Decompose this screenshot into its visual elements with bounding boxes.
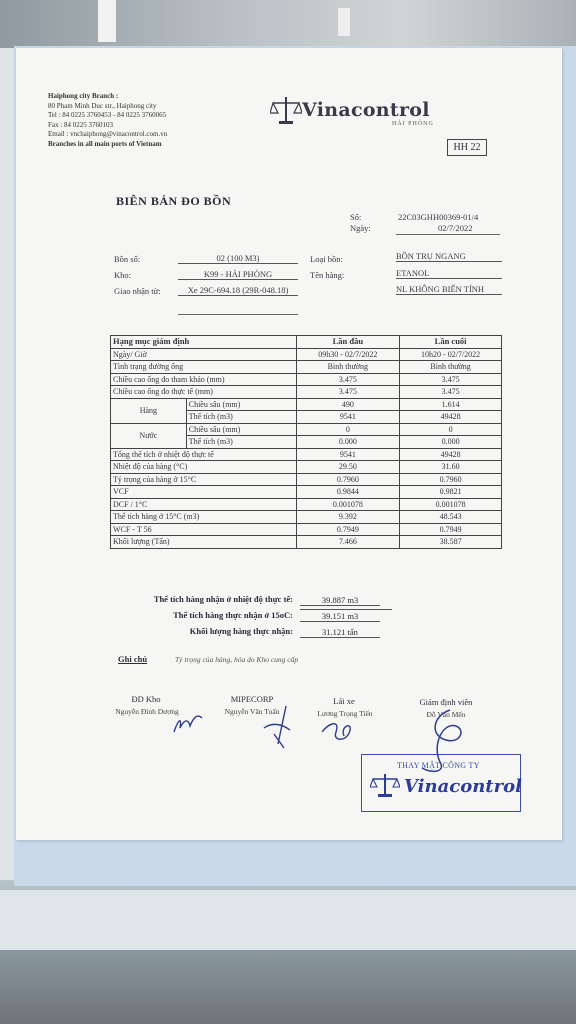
row-last: 49428	[400, 448, 502, 461]
row-first: 9.392	[296, 511, 400, 524]
logo-city: HẢI PHÒNG	[392, 121, 434, 127]
row-last: 38.587	[400, 536, 502, 549]
giao-nhan-value: Xe 29C-694.18 (29R-048.18)	[178, 285, 298, 296]
row-first: 3.475	[296, 373, 400, 386]
branch-address-block	[48, 92, 167, 149]
table-row	[111, 423, 502, 436]
row-first: Bình thường	[296, 361, 400, 374]
ten-hang-value: ETANOL	[396, 268, 502, 279]
loai-bon-value: BỒN TRỤ NGANG	[396, 251, 502, 262]
row-first: 0	[296, 423, 400, 436]
row-label: Chiều cao ống đo tham khảo (mm)	[111, 373, 297, 386]
row-last: 31.60	[400, 461, 502, 474]
signature-mark-icon	[318, 712, 358, 746]
table-row	[111, 461, 502, 474]
giao-nhan-label: Giao nhận từ:	[114, 286, 161, 296]
row-first: 490	[296, 398, 400, 411]
row-first: 0.7949	[296, 523, 400, 536]
row-label: VCF	[111, 486, 297, 499]
signature-mark-icon	[256, 704, 296, 750]
row-label: Tổng thể tích ở nhiệt độ thực tế	[111, 448, 297, 461]
row-last: 0.7960	[400, 473, 502, 486]
logo-text: Vinacontrol	[302, 99, 430, 121]
table-row	[111, 386, 502, 399]
table-row	[111, 373, 502, 386]
summary-underline	[300, 609, 392, 610]
table-row	[111, 398, 502, 411]
row-first: 0.9844	[296, 486, 400, 499]
blank-line	[178, 314, 298, 315]
row-label: DCF / 1°C	[111, 498, 297, 511]
group-nuoc: Nước	[111, 423, 187, 448]
table-row	[111, 348, 502, 361]
row-label: Chiều sâu (mm)	[186, 398, 296, 411]
row-label: Thể tích (m3)	[186, 436, 296, 449]
row-first: 0.001078	[296, 498, 400, 511]
nl-value: NL KHÔNG BIẾN TÍNH	[396, 284, 502, 295]
ngay-value: 02/7/2022	[438, 223, 473, 233]
row-first: 9541	[296, 448, 400, 461]
table-row	[111, 448, 502, 461]
table-row	[111, 498, 502, 511]
summary-value: 39.887 m3	[300, 595, 380, 606]
row-label: Tình trạng đường ống	[111, 361, 297, 374]
branch-fax: Fax : 84 0225 3760103	[48, 120, 113, 129]
so-value: 22C03GHH00369-01/4	[398, 212, 479, 222]
branch-tel: Tel : 84 0225 3760453 - 84 0225 3760065	[48, 111, 167, 119]
kho-label: Kho:	[114, 270, 131, 280]
note-label: Ghi chú	[118, 654, 148, 664]
stamp-logo: Vinacontrol	[404, 776, 522, 797]
row-last: 3.475	[400, 386, 502, 399]
row-first: 3.475	[296, 386, 400, 399]
row-last: Bình thường	[400, 361, 502, 374]
row-label: Ngày/ Giờ	[111, 348, 297, 361]
header-last: Lần cuối	[400, 336, 502, 349]
row-label: Tỷ trọng của hàng ở 15°C	[111, 473, 297, 486]
bon-so-label: Bồn số:	[114, 254, 141, 264]
summary-label: Thể tích hàng nhận ở nhiệt độ thực tế:	[153, 594, 293, 604]
background-strip	[0, 890, 576, 950]
row-first: 0.000	[296, 436, 400, 449]
stamp-scale-logo-icon	[370, 772, 400, 798]
row-label: Chiều cao ống đo thực tế (mm)	[111, 386, 297, 399]
row-label: Nhiệt độ của hàng (°C)	[111, 461, 297, 474]
form-code: HH 22	[447, 139, 487, 156]
note-text: Tỷ trọng của hàng, hóa do Kho cung cấp	[175, 655, 299, 664]
ceiling-light	[98, 0, 116, 42]
table-row	[111, 511, 502, 524]
sig-name: Nguyễn Văn Tuấn	[224, 707, 280, 716]
row-last: 10h20 - 02/7/2022	[400, 348, 502, 361]
row-last: 48.543	[400, 511, 502, 524]
sig-title: Lái xe	[333, 696, 355, 706]
ngay-label: Ngày:	[350, 223, 371, 233]
summary-value: 39.151 m3	[300, 611, 380, 622]
row-label: Thể tích hàng ở 15°C (m3)	[111, 511, 297, 524]
branch-email: Email : vnchaiphong@vinacontrol.com.vn	[48, 130, 168, 138]
sig-name: Đỗ Văn Mến	[426, 710, 466, 719]
table-header-row	[111, 336, 502, 349]
table-row	[111, 486, 502, 499]
vinacontrol-scale-logo-icon	[270, 95, 302, 125]
header-first: Lần đầu	[296, 336, 400, 349]
measurement-table	[110, 335, 502, 549]
sig-name: Lương Trọng Tiến	[317, 709, 373, 718]
summary-value: 31.121 tấn	[300, 627, 380, 638]
summary-label: Khối lượng hàng thực nhận:	[189, 626, 293, 636]
sig-title: MIPECORP	[230, 694, 274, 704]
header-item: Hạng mục giám định	[111, 336, 297, 349]
row-first: 09h30 - 02/7/2022	[296, 348, 400, 361]
table-row	[111, 361, 502, 374]
row-first: 7.466	[296, 536, 400, 549]
table-row	[111, 523, 502, 536]
document-title: BIÊN BẢN ĐO BỒN	[116, 194, 232, 208]
row-first: 0.7960	[296, 473, 400, 486]
row-last: 0	[400, 423, 502, 436]
row-last: 49428	[400, 411, 502, 424]
ceiling-light	[338, 8, 350, 36]
branch-ports: Branches in all main ports of Vietnam	[48, 139, 162, 148]
summary-label: Thể tích hàng thực nhận ở 15oC:	[173, 610, 293, 620]
ten-hang-label: Tên hàng:	[310, 270, 345, 280]
row-label: Khối lượng (Tấn)	[111, 536, 297, 549]
branch-title: Haiphong city Branch :	[48, 92, 119, 100]
background-top	[0, 0, 576, 48]
row-last: 0.000	[400, 436, 502, 449]
row-label: WCF - T 56	[111, 523, 297, 536]
table-row	[111, 536, 502, 549]
group-hang: Hàng	[111, 398, 187, 423]
bon-so-value: 02 (100 M3)	[178, 253, 298, 264]
sig-title: Giám định viên	[419, 697, 473, 707]
row-first: 29.50	[296, 461, 400, 474]
row-last: 1.614	[400, 398, 502, 411]
branch-address: 80 Pham Minh Duc str., Haiphong city	[48, 101, 157, 110]
sig-name: Nguyễn Đình Dương	[115, 707, 179, 716]
table-row	[111, 473, 502, 486]
row-last: 3.475	[400, 373, 502, 386]
row-label: Chiều sâu (mm)	[186, 423, 296, 436]
kho-value: K99 - HẢI PHÒNG	[178, 269, 298, 280]
signature-mark-icon	[168, 706, 208, 740]
row-last: 0.001078	[400, 498, 502, 511]
so-label: Số:	[350, 212, 362, 222]
loai-bon-label: Loại bồn:	[310, 254, 343, 264]
stamp-text: THAY MẶT CÔNG TY	[397, 761, 480, 770]
date-underline	[396, 234, 500, 235]
sig-title: ĐD Kho	[131, 694, 161, 704]
row-label: Thể tích (m3)	[186, 411, 296, 424]
row-last: 0.7949	[400, 523, 502, 536]
row-first: 9541	[296, 411, 400, 424]
row-last: 0.9821	[400, 486, 502, 499]
